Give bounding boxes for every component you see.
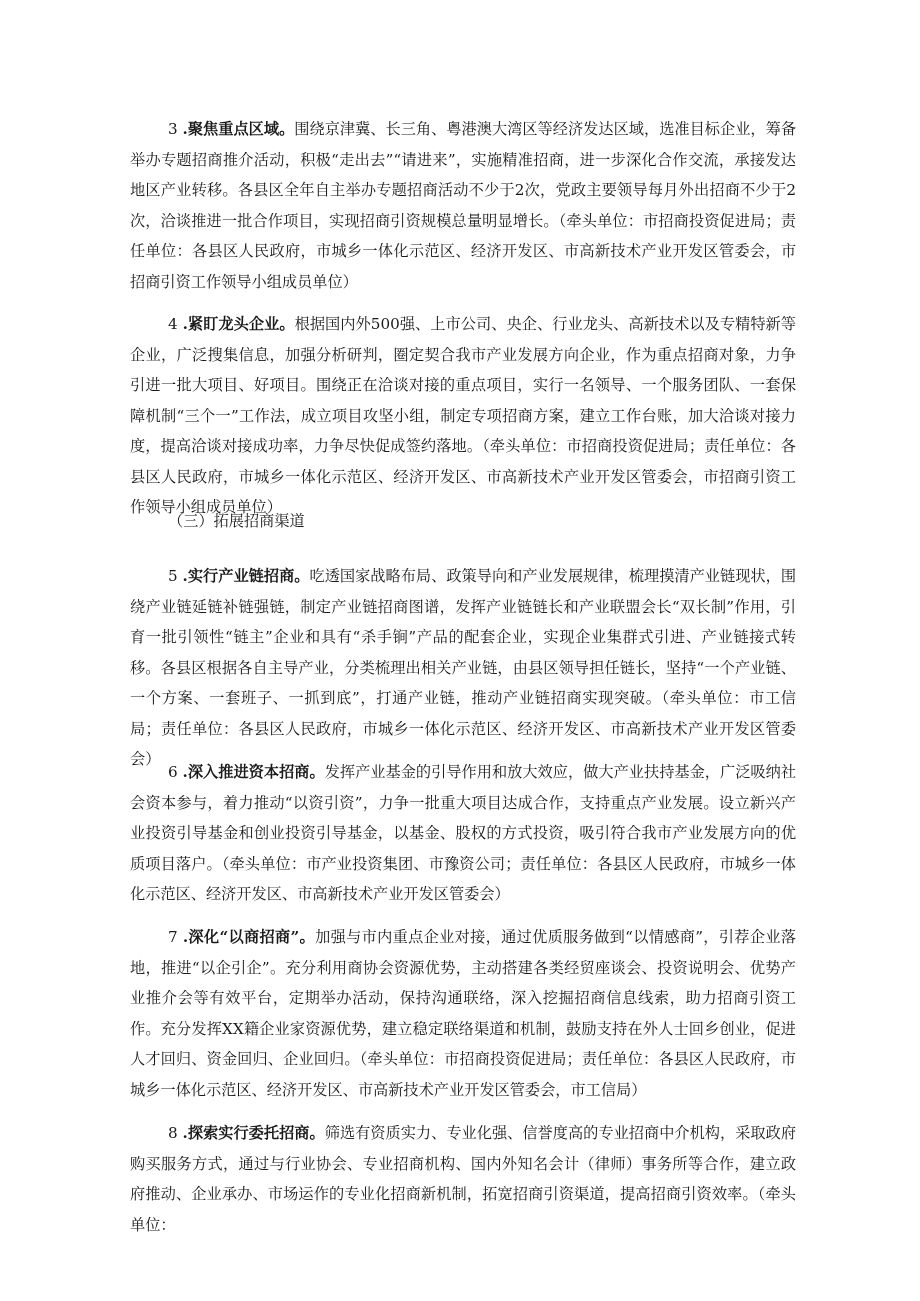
paragraph-body: 围绕京津冀、长三角、粤港澳大湾区等经济发达区域，选准目标企业，筹备举办专题招商推介活动，积极“走出去”“请进来”，实施精准招商，进一步深化合作交流，承接发达地区产业转移。各县区全年自主举办专题招商活动不少于2次，党政主要领导每月外出招商不少于2次，洽谈推进一批合作项目，实现招商引资规模总量明显增长。（牵头单位：市招商投资促进局；责任单位：各县区人民政府，市城乡一体化示范区、经济开发区、市高新技术产业开发区管委会，市招商引资工作领导小组成员单位） <box>130 120 797 291</box>
paragraph-title: .紧盯龙头企业。 <box>182 315 295 333</box>
section-heading: （三）拓展招商渠道 <box>168 512 305 530</box>
paragraph-body: 加强与市内重点企业对接，通过优质服务做到“以情感商”，引荐企业落地，推进“以企引企”。充分利用商协会资源优势，主动搭建各类经贸座谈会、投资说明会、优势产业推介会等有效平台，定期举办活动，保持沟通联络，深入挖掘招商信息线索，助力招商引资工作。充分发挥XX籍企业家资源优势，建立稳定联络渠道和机制，鼓励支持在外人士回乡创业，促进人才回归、资金回归、企业回归。（牵头单位：市招商投资促进局；责任单位：各县区人民政府，市城乡一体化示范区、经济开发区、市高新技术产业开发区管委会，市工信局） <box>130 928 797 1099</box>
paragraph-body: 吃透国家战略布局、政策导向和产业发展规律，梳理摸清产业链现状，围绕产业链延链补链强链，制定产业链招商图谱，发挥产业链链长和产业联盟会长“双长制”作用，引育一批引领性“链主”企业和具有“杀手锏”产品的配套企业，实现企业集群式引进、产业链接式转移。各县区根据各自主导产业，分类梳理出相关产业链，由县区领导担任链长，坚持“一个产业链、一个方案、一套班子、一抓到底”，打通产业链，推动产业链招商实现突破。（牵头单位：市工信局；责任单位：各县区人民政府，市城乡一体化示范区、经济开发区、市高新技术产业开发区管委会） <box>130 567 797 768</box>
paragraph-4 <box>130 309 796 523</box>
paragraph-title: .深化“以商招商”。 <box>182 928 316 946</box>
paragraph-body: 筛选有资质实力、专业化强、信誉度高的专业招商中介机构，采取政府购买服务方式，通过与行业协会、专业招商机构、国内外知名会计（律师）事务所等合作，建立政府推动、企业承办、市场运作的专业化招商新机制，拓宽招商引资渠道，提高招商引资效率。（牵头单位： <box>130 1124 797 1234</box>
paragraph-title: .聚焦重点区域。 <box>182 120 295 138</box>
paragraph-number: 7 <box>168 928 178 946</box>
paragraph-number: 5 <box>168 567 178 585</box>
paragraph-5 <box>130 561 796 775</box>
paragraph-title: .探索实行委托招商。 <box>182 1124 325 1142</box>
paragraph-number: 8 <box>168 1124 178 1142</box>
paragraph-number: 6 <box>168 763 178 781</box>
paragraph-title: .实行产业链招商。 <box>182 567 310 585</box>
paragraph-8 <box>130 1118 796 1240</box>
paragraph-title: .深入推进资本招商。 <box>182 763 325 781</box>
paragraph-body: 发挥产业基金的引导作用和放大效应，做大产业扶持基金，广泛吸纳社会资本参与，着力推动“以资引资”，力争一批重大项目达成合作，支持重点产业发展。设立新兴产业投资引导基金和创业投资引导基金，以基金、股权的方式投资，吸引符合我市产业发展方向的优质项目落户。（牵头单位：市产业投资集团、市豫资公司；责任单位：各县区人民政府，市城乡一体化示范区、经济开发区、市高新技术产业开发区管委会） <box>130 763 797 903</box>
paragraph-7 <box>130 922 796 1105</box>
paragraph-6 <box>130 757 796 910</box>
paragraph-number: 4 <box>168 315 178 333</box>
paragraph-body: 根据国内外500强、上市公司、央企、行业龙头、高新技术以及专精特新等企业，广泛搜集信息，加强分析研判，圈定契合我市产业发展方向企业，作为重点招商对象，力争引进一批大项目、好项目。围绕正在洽谈对接的重点项目，实行一名领导、一个服务团队、一套保障机制“三个一”工作法，成立项目攻坚小组，制定专项招商方案，建立工作台账，加大洽谈对接力度，提高洽谈对接成功率，力争尽快促成签约落地。（牵头单位：市招商投资促进局；责任单位：各县区人民政府，市城乡一体化示范区、经济开发区、市高新技术产业开发区管委会，市招商引资工作领导小组成员单位） <box>130 315 796 516</box>
paragraph-number: 3 <box>168 120 178 138</box>
paragraph-3 <box>130 114 796 297</box>
